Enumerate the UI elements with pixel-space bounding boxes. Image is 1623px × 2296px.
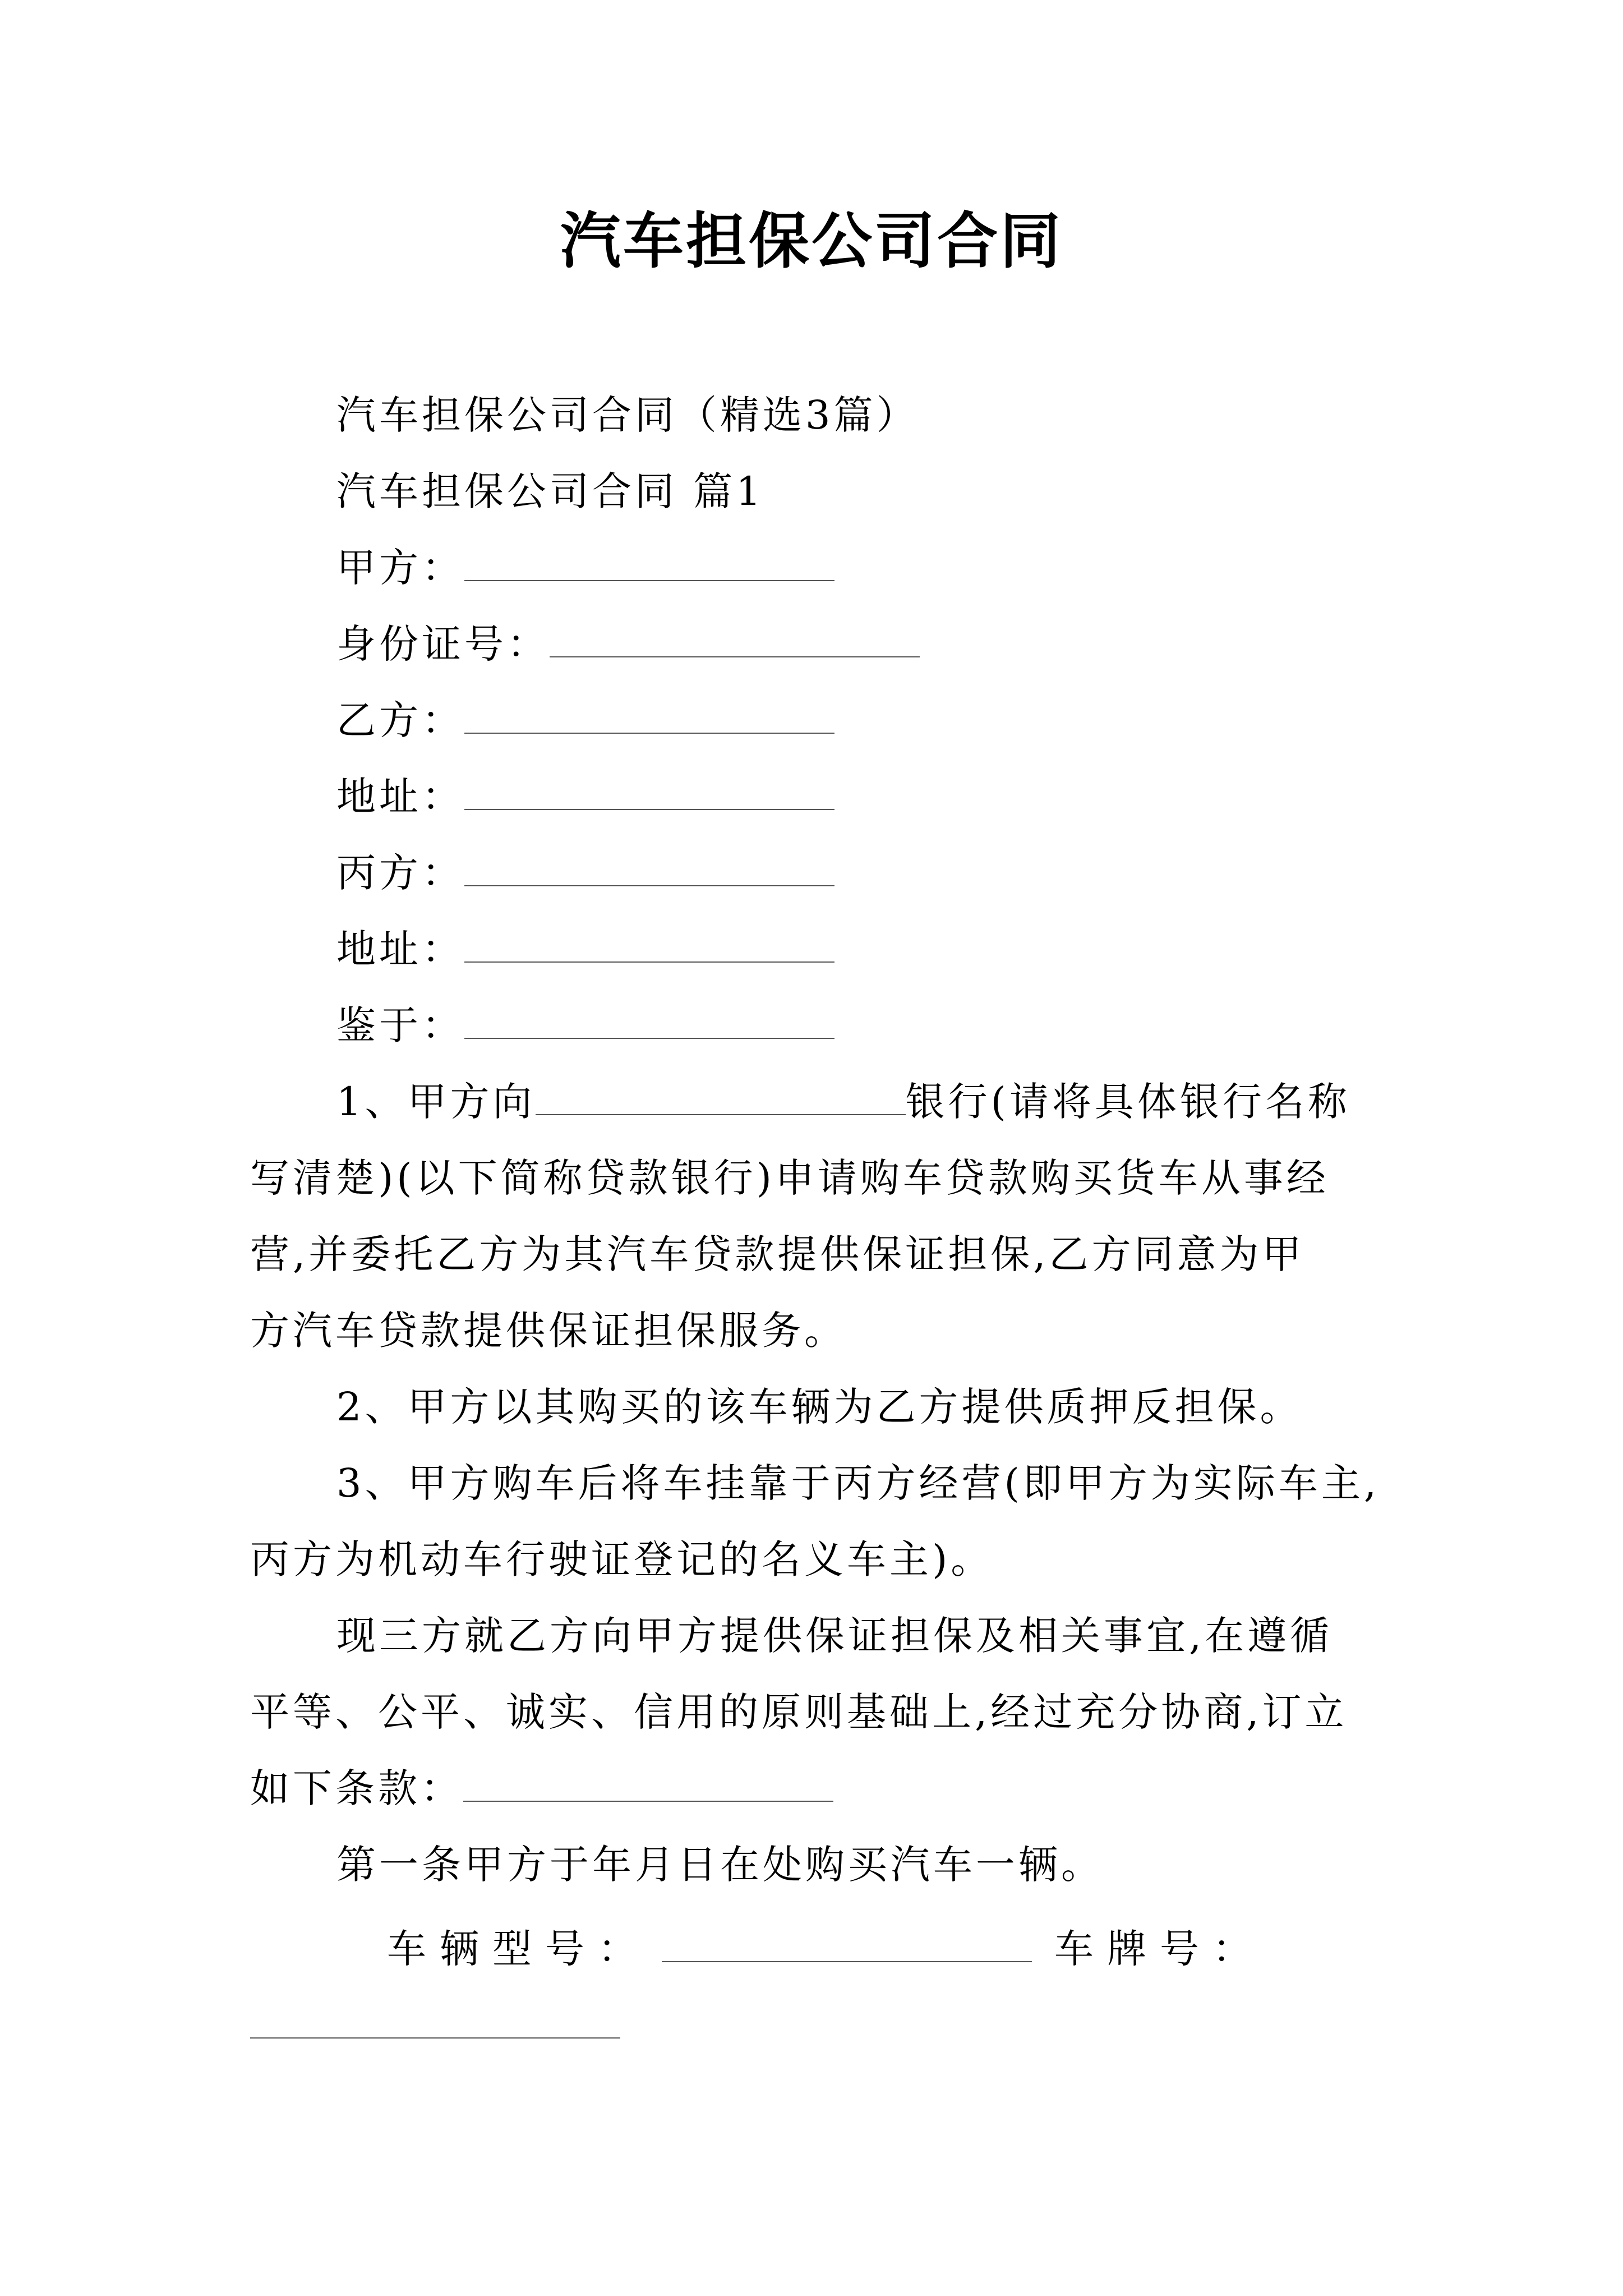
plate-number-blank — [250, 2004, 620, 2039]
vehicle-model-blank — [662, 1927, 1032, 1962]
field-party-b — [336, 692, 834, 748]
clause-1-line-3: 营,并委托乙方为其汽车贷款提供保证担保,乙方同意为甲 — [250, 1231, 1305, 1277]
terms-blank — [463, 1767, 833, 1802]
field-id-number-label: 身份证号： — [336, 621, 550, 667]
clause-1-line-4: 方汽车贷款提供保证担保服务。 — [250, 1308, 847, 1354]
field-whereas-label: 鉴于： — [336, 1002, 464, 1048]
field-address-b-label: 地址： — [336, 774, 464, 820]
bank-name-blank — [536, 1080, 906, 1115]
clause-1-line-2: 写清楚)(以下简称贷款银行)申请购车贷款购买货车从事经 — [250, 1155, 1329, 1201]
field-whereas — [336, 997, 834, 1053]
article-1: 第一条甲方于年月日在处购买汽车一辆。 — [336, 1842, 1104, 1888]
clause-3-line-1: 3、甲方购车后将车挂靠于丙方经营(即甲方为实际车主, — [336, 1460, 1380, 1506]
party-c-blank — [464, 852, 834, 886]
field-party-b-label: 乙方： — [336, 697, 464, 743]
field-address-b — [336, 769, 834, 825]
vehicle-info-line — [387, 1921, 1265, 1977]
plate-number-label: 车牌号： — [1054, 1926, 1265, 1972]
field-address-c — [336, 921, 834, 977]
party-a-blank — [464, 546, 834, 581]
document-title: 汽车担保公司合同 — [560, 206, 1063, 277]
clause-3-line-2: 丙方为机动车行驶证登记的名义车主)。 — [250, 1536, 994, 1582]
agreement-line-3-text: 如下条款： — [250, 1765, 463, 1811]
clause-2: 2、甲方以其购买的该车辆为乙方提供质押反担保。 — [336, 1384, 1303, 1430]
section-heading: 汽车担保公司合同 篇1 — [336, 468, 764, 514]
address-b-blank — [464, 775, 834, 810]
vehicle-model-label: 车辆型号： — [387, 1926, 651, 1972]
clause-1-suffix: 银行(请将具体银行名称 — [905, 1079, 1350, 1125]
field-party-a — [336, 540, 834, 596]
id-number-blank — [550, 623, 920, 657]
plate-number-line — [250, 1997, 620, 2053]
agreement-line-1: 现三方就乙方向甲方提供保证担保及相关事宜,在遵循 — [336, 1613, 1333, 1659]
field-party-c-label: 丙方： — [336, 850, 464, 896]
field-address-c-label: 地址： — [336, 926, 464, 972]
agreement-line-3 — [250, 1760, 833, 1816]
field-party-c — [336, 845, 834, 901]
field-id-number — [336, 616, 920, 672]
clause-1-line-1 — [336, 1074, 1350, 1130]
address-c-blank — [464, 928, 834, 963]
field-party-a-label: 甲方： — [336, 545, 464, 591]
party-b-blank — [464, 699, 834, 734]
whereas-blank — [464, 1004, 834, 1039]
document-subtitle: 汽车担保公司合同（精选3篇） — [336, 392, 919, 438]
agreement-line-2: 平等、公平、诚实、信用的原则基础上,经过充分协商,订立 — [250, 1689, 1348, 1735]
clause-1-prefix: 1、甲方向 — [336, 1079, 536, 1125]
